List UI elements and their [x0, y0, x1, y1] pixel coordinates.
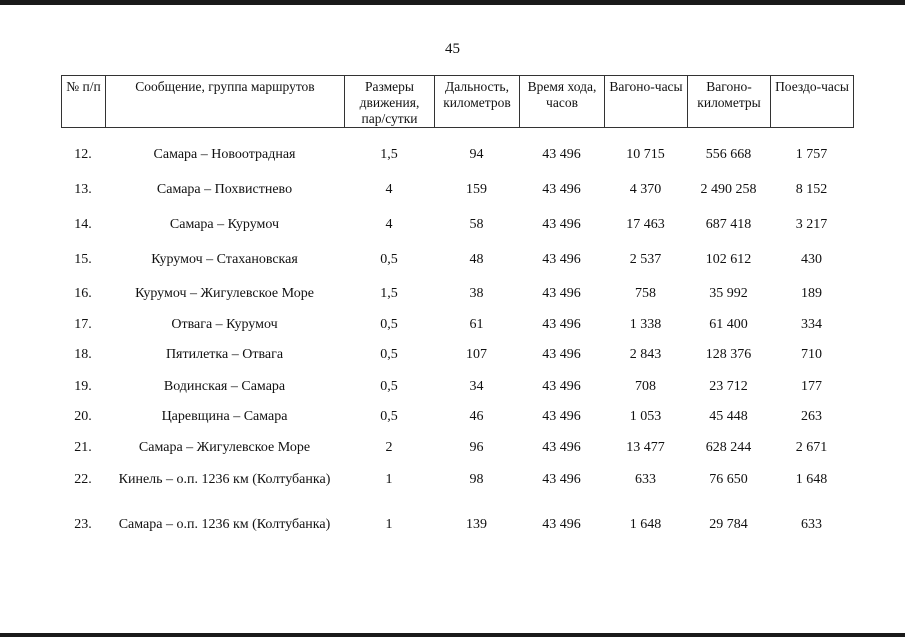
- cell-time: 43 496: [542, 347, 581, 362]
- cell-train-hours: 633: [801, 517, 822, 532]
- cell-wagon-km: 2 490 258: [700, 182, 757, 197]
- cell-wagon-hours: 10 715: [626, 147, 665, 162]
- cell-train-hours: 1 648: [795, 472, 828, 487]
- cell-num: 20.: [74, 409, 92, 424]
- cell-distance: 139: [466, 517, 487, 532]
- page-number: 45: [445, 41, 460, 57]
- cell-route: Кинель – о.п. 1236 км (Колтубанка): [118, 472, 331, 487]
- cell-train-hours: 8 152: [795, 182, 828, 197]
- cell-num: 17.: [74, 317, 92, 332]
- cell-num: 21.: [74, 440, 92, 455]
- cell-wagon-km: 61 400: [709, 317, 748, 332]
- cell-distance: 98: [469, 472, 484, 487]
- cell-size: 0,5: [380, 317, 398, 332]
- cell-route: Отвага – Курумоч: [171, 317, 278, 332]
- cell-num: 16.: [74, 286, 92, 301]
- cell-wagon-hours: 1 338: [629, 317, 662, 332]
- cell-route: Курумоч – Жигулевское Море: [135, 286, 314, 301]
- table-row: [61, 516, 853, 556]
- cell-train-hours: 2 671: [795, 440, 828, 455]
- table-row: [61, 181, 853, 221]
- cell-route: Самара – о.п. 1236 км (Колтубанка): [118, 517, 331, 532]
- table-row: [61, 216, 853, 256]
- cell-wagon-km: 102 612: [705, 252, 752, 267]
- cell-route: Пятилетка – Отвага: [165, 347, 284, 362]
- cell-train-hours: 189: [801, 286, 822, 301]
- cell-num: 18.: [74, 347, 92, 362]
- table-row: [61, 471, 853, 511]
- cell-wagon-hours: 17 463: [626, 217, 665, 232]
- cell-wagon-hours: 708: [635, 379, 656, 394]
- cell-train-hours: 710: [801, 347, 822, 362]
- cell-wagon-km: 628 244: [705, 440, 752, 455]
- cell-time: 43 496: [542, 440, 581, 455]
- cell-num: 12.: [74, 147, 92, 162]
- cell-route: Курумоч – Стахановская: [151, 252, 298, 267]
- cell-wagon-km: 23 712: [709, 379, 748, 394]
- cell-wagon-km: 35 992: [709, 286, 748, 301]
- cell-wagon-km: 687 418: [705, 217, 752, 232]
- table-row: [61, 146, 853, 186]
- cell-route: Царевщина – Самара: [161, 409, 288, 424]
- cell-time: 43 496: [542, 379, 581, 394]
- cell-time: 43 496: [542, 252, 581, 267]
- cell-distance: 107: [466, 347, 487, 362]
- cell-distance: 48: [469, 252, 484, 267]
- header-wagon-km: Вагоно-километры: [688, 76, 771, 128]
- cell-size: 1,5: [380, 286, 398, 301]
- cell-train-hours: 430: [801, 252, 822, 267]
- cell-size: 1: [385, 517, 393, 532]
- cell-num: 13.: [74, 182, 92, 197]
- cell-distance: 46: [469, 409, 484, 424]
- cell-time: 43 496: [542, 147, 581, 162]
- cell-size: 2: [385, 440, 393, 455]
- cell-distance: 94: [469, 147, 484, 162]
- cell-distance: 96: [469, 440, 484, 455]
- cell-train-hours: 1 757: [795, 147, 828, 162]
- cell-wagon-km: 76 650: [709, 472, 748, 487]
- cell-time: 43 496: [542, 517, 581, 532]
- header-size: Размеры движения, пар/сутки: [345, 76, 435, 128]
- cell-wagon-hours: 633: [635, 472, 656, 487]
- header-distance: Дальность, километров: [435, 76, 520, 128]
- table-header: [61, 75, 854, 128]
- cell-distance: 58: [469, 217, 484, 232]
- scan-edge-top: [0, 0, 905, 5]
- cell-route: Водинская – Самара: [163, 379, 286, 394]
- cell-size: 4: [385, 217, 393, 232]
- cell-size: 4: [385, 182, 393, 197]
- cell-num: 14.: [74, 217, 92, 232]
- cell-time: 43 496: [542, 286, 581, 301]
- cell-num: 15.: [74, 252, 92, 267]
- cell-wagon-hours: 1 648: [629, 517, 662, 532]
- cell-train-hours: 334: [801, 317, 822, 332]
- header-wagon-hours: Вагоно-часы: [605, 76, 688, 128]
- cell-train-hours: 177: [801, 379, 822, 394]
- cell-size: 0,5: [380, 252, 398, 267]
- cell-time: 43 496: [542, 409, 581, 424]
- cell-wagon-hours: 2 843: [629, 347, 662, 362]
- cell-time: 43 496: [542, 217, 581, 232]
- cell-wagon-hours: 758: [635, 286, 656, 301]
- header-route: Сообщение, группа маршрутов: [106, 76, 345, 128]
- cell-time: 43 496: [542, 182, 581, 197]
- cell-time: 43 496: [542, 472, 581, 487]
- cell-route: Самара – Похвистнево: [156, 182, 293, 197]
- scan-edge-bottom: [0, 633, 905, 637]
- cell-size: 0,5: [380, 379, 398, 394]
- cell-distance: 38: [469, 286, 484, 301]
- cell-route: Самара – Курумоч: [169, 217, 280, 232]
- cell-wagon-hours: 2 537: [629, 252, 662, 267]
- cell-time: 43 496: [542, 317, 581, 332]
- header-time: Время хода, часов: [520, 76, 605, 128]
- cell-num: 19.: [74, 379, 92, 394]
- cell-train-hours: 263: [801, 409, 822, 424]
- cell-wagon-km: 29 784: [709, 517, 748, 532]
- cell-size: 0,5: [380, 409, 398, 424]
- cell-wagon-hours: 4 370: [629, 182, 662, 197]
- cell-distance: 61: [469, 317, 484, 332]
- cell-route: Самара – Новоотрадная: [153, 147, 296, 162]
- cell-wagon-km: 128 376: [705, 347, 752, 362]
- header-train-hours: Поездо-часы: [771, 76, 854, 128]
- cell-size: 0,5: [380, 347, 398, 362]
- cell-num: 22.: [74, 472, 92, 487]
- cell-distance: 159: [466, 182, 487, 197]
- cell-size: 1: [385, 472, 393, 487]
- cell-route: Самара – Жигулевское Море: [138, 440, 311, 455]
- cell-wagon-hours: 13 477: [626, 440, 665, 455]
- cell-train-hours: 3 217: [795, 217, 828, 232]
- cell-num: 23.: [74, 517, 92, 532]
- cell-distance: 34: [469, 379, 484, 394]
- cell-wagon-km: 556 668: [705, 147, 752, 162]
- cell-wagon-hours: 1 053: [629, 409, 662, 424]
- header-num: № п/п: [62, 76, 106, 128]
- cell-wagon-km: 45 448: [709, 409, 748, 424]
- cell-size: 1,5: [380, 147, 398, 162]
